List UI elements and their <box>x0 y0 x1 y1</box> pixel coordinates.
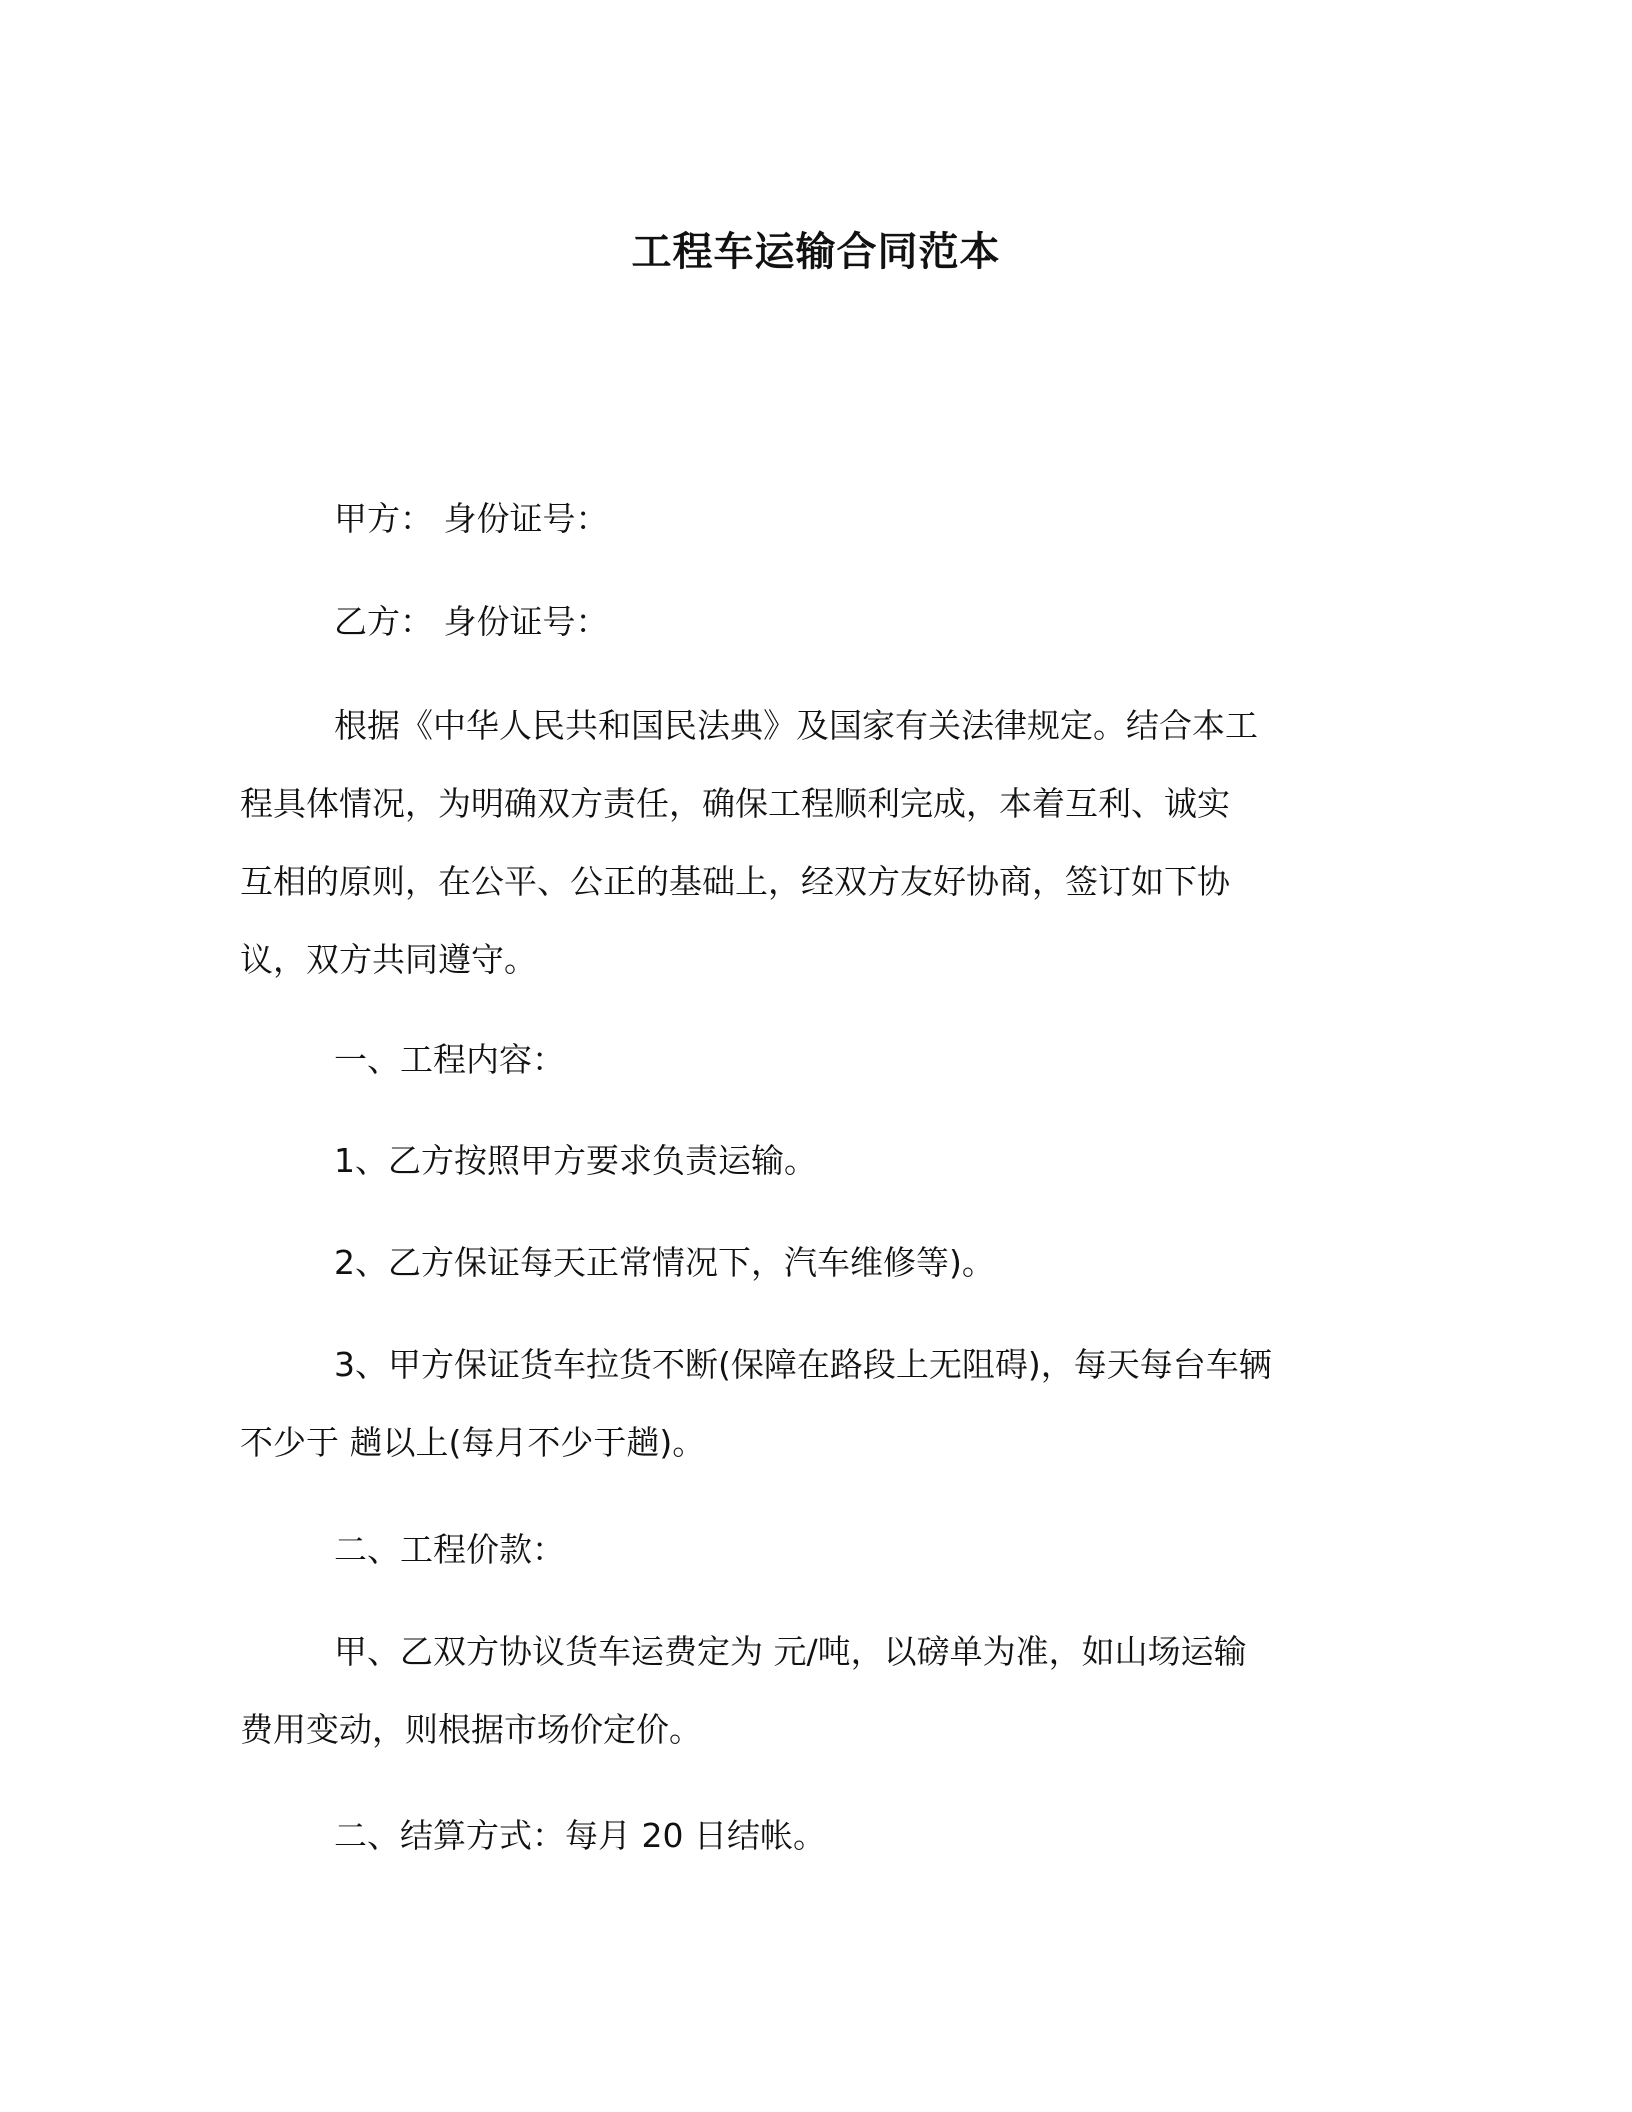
clause-item-3 <box>240 1326 1388 1482</box>
clause-line: 费用变动，则根据市场价定价。 <box>240 1710 702 1749</box>
preamble-line: 议，双方共同遵守。 <box>240 940 537 979</box>
clause-item-2: 2、乙方保证每天正常情况下，汽车维修等)。 <box>334 1243 995 1282</box>
document-title: 工程车运输合同范本 <box>631 229 1001 275</box>
section-heading-2: 二、工程价款： <box>334 1530 565 1569</box>
preamble-paragraph <box>240 687 1388 999</box>
section-heading-1: 一、工程内容： <box>334 1040 565 1079</box>
clause-line: 3、甲方保证货车拉货不断(保障在路段上无阻碍)，每天每台车辆 <box>334 1345 1272 1384</box>
party-b-line <box>240 583 1388 661</box>
party-a-line <box>240 480 1388 558</box>
clause-line: 甲、乙双方协议货车运费定为 元/吨，以磅单为准，如山场运输 <box>334 1632 1247 1671</box>
preamble-line: 根据《中华人民共和国民法典》及国家有关法律规定。结合本工 <box>334 706 1258 745</box>
settlement-clause: 二、结算方式：每月 20 日结帐。 <box>334 1816 826 1855</box>
price-clause <box>240 1613 1388 1769</box>
clause-line: 不少于 趟以上(每月不少于趟)。 <box>240 1423 706 1462</box>
party-a-text: 甲方： 身份证号： <box>334 499 609 538</box>
clause-item-1: 1、乙方按照甲方要求负责运输。 <box>334 1141 817 1180</box>
preamble-line: 程具体情况，为明确双方责任，确保工程顺利完成，本着互利、诚实 <box>240 784 1230 823</box>
preamble-line: 互相的原则，在公平、公正的基础上，经双方友好协商，签订如下协 <box>240 862 1230 901</box>
party-b-text: 乙方： 身份证号： <box>334 602 609 641</box>
